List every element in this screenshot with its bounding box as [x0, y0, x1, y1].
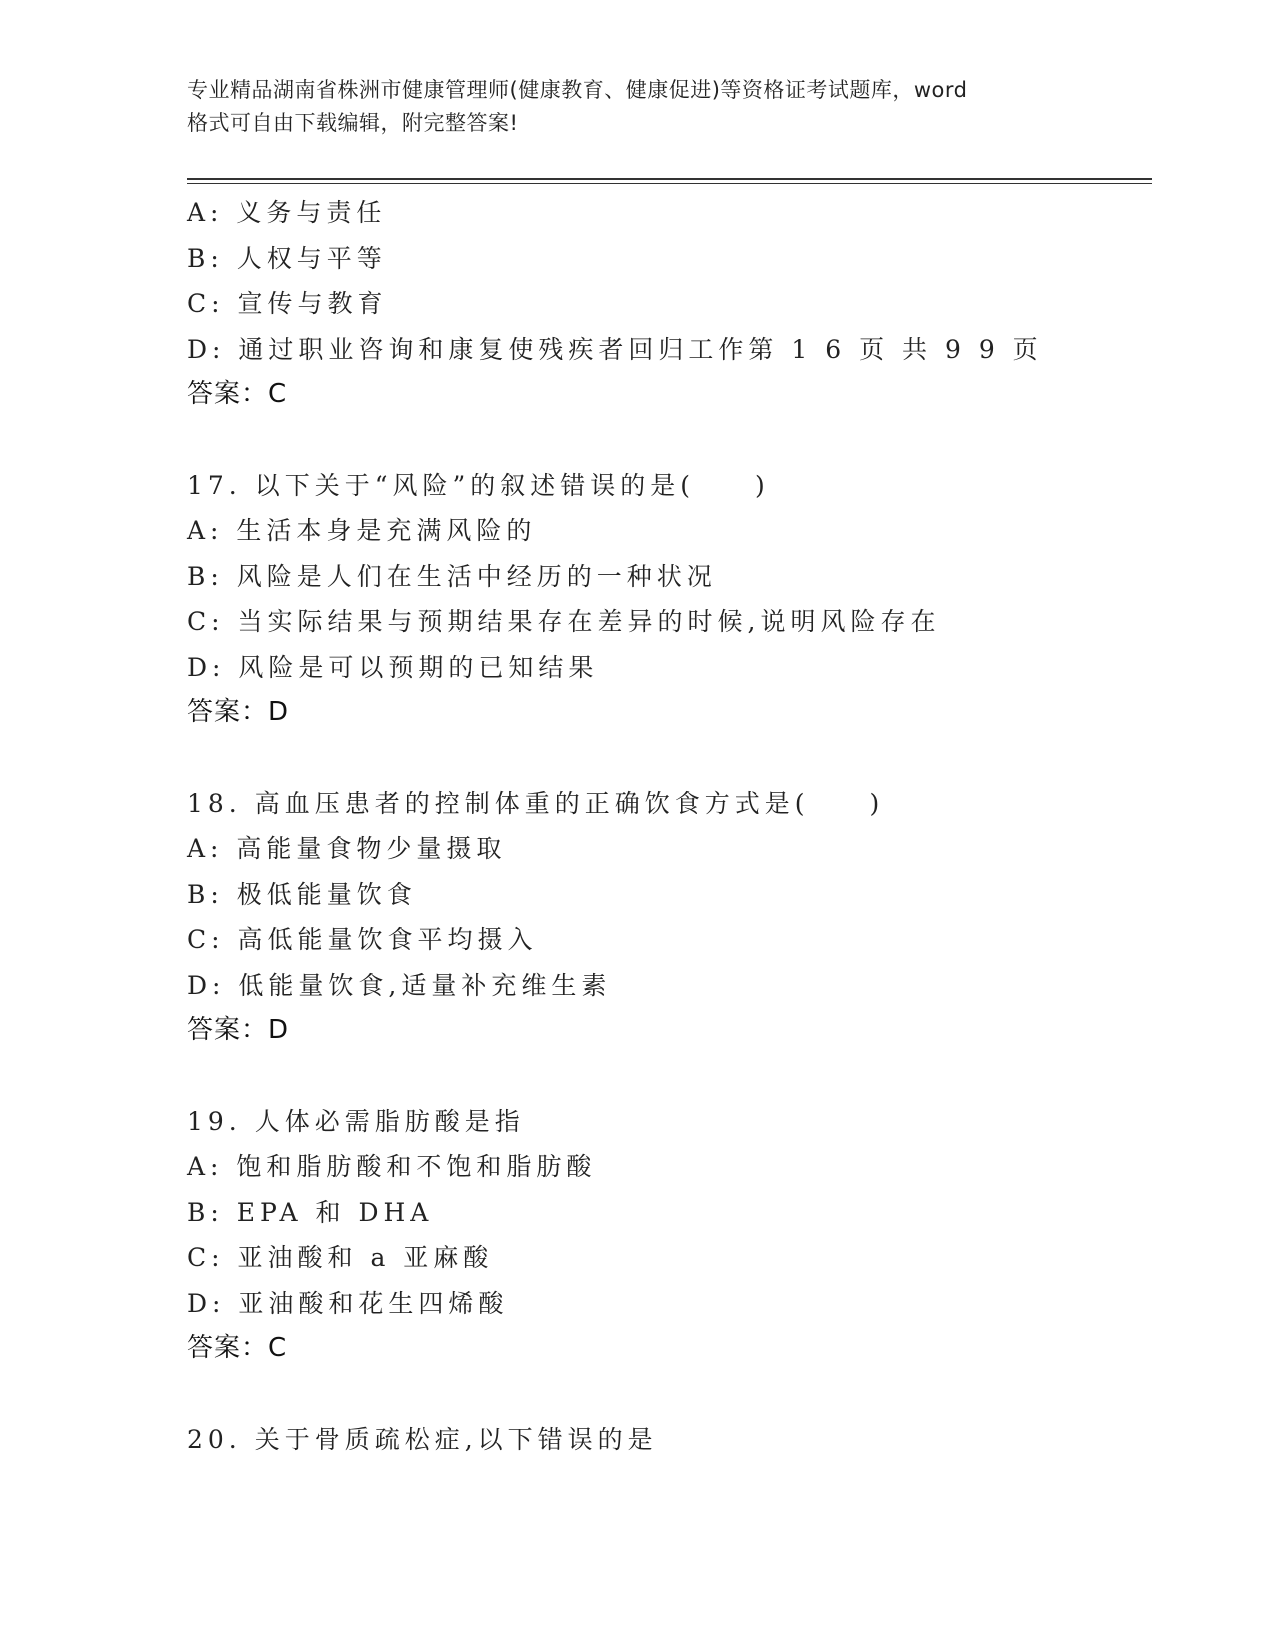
spacer [187, 418, 1147, 463]
question-stem: 17. 以下关于“风险”的叙述错误的是( ) [187, 470, 770, 500]
question-stem: 18. 高血压患者的控制体重的正确饮食方式是( ) [187, 788, 885, 818]
question-stem: 20. 关于骨质疏松症,以下错误的是 [187, 1424, 658, 1454]
page-header [187, 74, 1087, 140]
option-b: B: 风险是人们在生活中经历的一种状况 [187, 561, 717, 591]
question-list [187, 190, 1147, 1462]
option-c: C: 当实际结果与预期结果存在差异的时候,说明风险存在 [187, 607, 941, 636]
option-b: B: EPA 和 DHA [187, 1197, 434, 1227]
option-b: B: 极低能量饮食 [187, 879, 417, 909]
question-20 [187, 1417, 1147, 1463]
option-c: C: 亚油酸和 a 亚麻酸 [187, 1243, 494, 1272]
option-d: D: 通过职业咨询和康复使残疾者回归工作第 1 6 页 共 9 9 页 [187, 334, 1043, 364]
spacer [187, 1054, 1147, 1099]
answer-label: 答案：C [187, 1333, 288, 1363]
option-a: A: 高能量食物少量摄取 [187, 834, 507, 863]
question-19 [187, 1099, 1147, 1372]
header-rule-thin [187, 183, 1152, 184]
header-line-2: 格式可自由下载编辑，附完整答案! [187, 111, 519, 135]
header-rule-thick [187, 178, 1152, 180]
question-stem: 19. 人体必需脂肪酸是指 [187, 1106, 525, 1136]
question-17 [187, 463, 1147, 736]
option-a: A: 生活本身是充满风险的 [187, 516, 537, 545]
answer-label: 答案：C [187, 379, 288, 409]
option-c: C: 高低能量饮食平均摄入 [187, 925, 538, 954]
spacer [187, 1372, 1147, 1417]
option-a: A: 饱和脂肪酸和不饱和脂肪酸 [187, 1152, 597, 1181]
spacer [187, 736, 1147, 781]
answer-label: 答案：D [187, 1015, 290, 1045]
header-line-1: 专业精品湖南省株洲市健康管理师(健康教育、健康促进)等资格证考试题库，word [187, 78, 968, 102]
answer-label: 答案：D [187, 697, 290, 727]
option-d: D: 亚油酸和花生四烯酸 [187, 1288, 509, 1318]
option-c: C: 宣传与教育 [187, 289, 388, 318]
option-a: A: 义务与责任 [187, 198, 387, 227]
question-18 [187, 781, 1147, 1054]
option-d: D: 低能量饮食,适量补充维生素 [187, 970, 612, 1000]
option-b: B: 人权与平等 [187, 243, 387, 273]
option-d: D: 风险是可以预期的已知结果 [187, 652, 599, 682]
question-16-continued [187, 190, 1147, 418]
